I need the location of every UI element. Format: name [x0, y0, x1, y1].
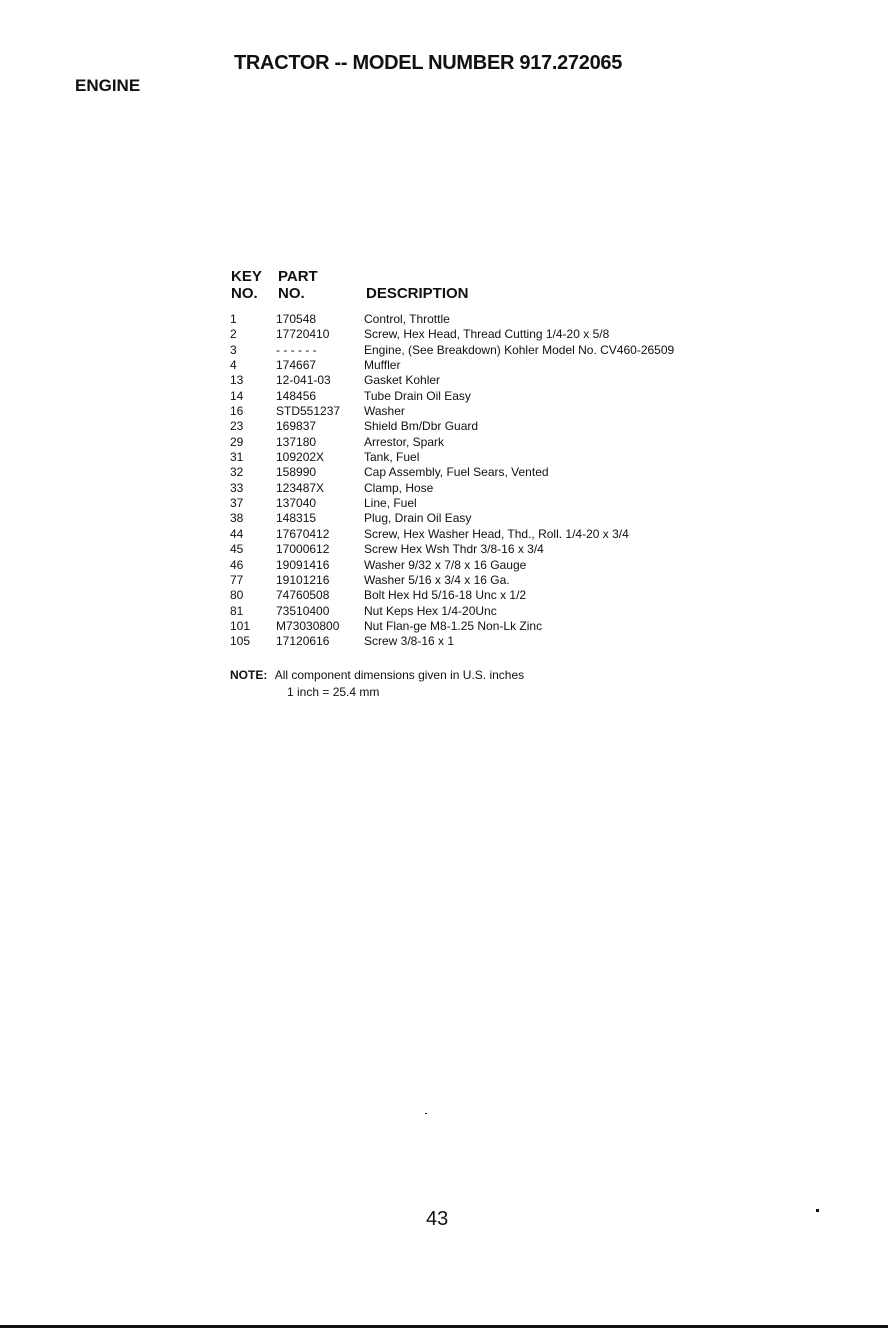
part-description: Clamp, Hose	[364, 480, 434, 495]
part-number: 169837	[276, 419, 317, 434]
key-number: 38	[230, 511, 244, 526]
table-row	[230, 619, 850, 634]
part-description: Tank, Fuel	[364, 450, 420, 465]
table-row	[230, 465, 850, 480]
part-number: 17670412	[276, 526, 330, 541]
part-description: Bolt Hex Hd 5/16-18 Unc x 1/2	[364, 588, 527, 603]
parts-list	[230, 312, 850, 650]
part-number: - - - - - -	[276, 342, 317, 357]
part-description: Screw Hex Wsh Thdr 3/8-16 x 3/4	[364, 542, 544, 557]
key-number: 14	[230, 388, 244, 403]
key-no-header-line1: KEY	[231, 268, 262, 285]
key-number: 81	[230, 603, 244, 618]
table-row	[230, 604, 850, 619]
page-title: TRACTOR -- MODEL NUMBER 917.272065	[234, 52, 623, 74]
key-number: 29	[230, 434, 244, 449]
part-number: 170548	[276, 312, 317, 326]
key-number: 23	[230, 419, 244, 434]
part-number: 148315	[276, 511, 317, 526]
key-number: 32	[230, 465, 244, 480]
key-number: 105	[230, 634, 251, 649]
part-description: Screw 3/8-16 x 1	[364, 634, 455, 649]
key-number: 1	[230, 312, 237, 326]
part-description: Washer	[364, 404, 405, 419]
table-row	[230, 496, 850, 511]
key-number: 37	[230, 496, 244, 511]
table-row	[230, 373, 850, 388]
key-no-header-line2: NO.	[231, 285, 258, 302]
table-row	[230, 358, 850, 373]
part-description: Control, Throttle	[364, 312, 450, 326]
table-row	[230, 511, 850, 526]
part-number: 73510400	[276, 603, 330, 618]
part-number: 158990	[276, 465, 317, 480]
key-number: 45	[230, 542, 244, 557]
table-row	[230, 588, 850, 603]
table-row	[230, 573, 850, 588]
part-number: 174667	[276, 358, 317, 373]
part-number: 148456	[276, 388, 317, 403]
part-description: Nut Keps Hex 1/4-20Unc	[364, 603, 497, 618]
table-row	[230, 527, 850, 542]
part-description: Engine, (See Breakdown) Kohler Model No. CV460-26509	[364, 342, 675, 357]
part-number: 12-041-03	[276, 373, 331, 388]
part-description: Muffler	[364, 358, 401, 373]
table-row	[230, 343, 850, 358]
part-number: 17720410	[276, 327, 330, 342]
table-row	[230, 634, 850, 649]
part-number: 17120616	[276, 634, 330, 649]
table-row	[230, 312, 850, 327]
key-number: 13	[230, 373, 244, 388]
key-number: 33	[230, 480, 244, 495]
key-number: 101	[230, 618, 251, 633]
part-number: 19091416	[276, 557, 330, 572]
table-row	[230, 481, 850, 496]
part-number: STD551237	[276, 404, 341, 419]
table-row	[230, 435, 850, 450]
part-description: Screw, Hex Head, Thread Cutting 1/4-20 x 5/8	[364, 327, 610, 342]
part-number: 17000612	[276, 542, 330, 557]
key-number: 80	[230, 588, 244, 603]
part-description: Cap Assembly, Fuel Sears, Vented	[364, 465, 549, 480]
part-number: 74760508	[276, 588, 330, 603]
part-description: Washer 9/32 x 7/8 x 16 Gauge	[364, 557, 527, 572]
note-conversion: 1 inch = 25.4 mm	[287, 685, 380, 699]
table-row	[230, 389, 850, 404]
key-number: 16	[230, 404, 244, 419]
key-number: 44	[230, 526, 244, 541]
key-number: 4	[230, 358, 237, 373]
part-description: Plug, Drain Oil Easy	[364, 511, 472, 526]
table-row	[230, 404, 850, 419]
scan-speck	[816, 1209, 819, 1212]
key-number: 3	[230, 342, 237, 357]
key-number: 46	[230, 557, 244, 572]
note-label: NOTE:	[230, 668, 268, 682]
table-row	[230, 558, 850, 573]
part-number: 137180	[276, 434, 317, 449]
part-description: Line, Fuel	[364, 496, 417, 511]
table-row	[230, 419, 850, 434]
key-number: 31	[230, 450, 244, 465]
key-number: 77	[230, 572, 244, 587]
description-header: DESCRIPTION	[366, 285, 469, 302]
part-number: M73030800	[276, 618, 340, 633]
part-description: Arrestor, Spark	[364, 434, 445, 449]
part-description: Gasket Kohler	[364, 373, 441, 388]
part-number: 109202X	[276, 450, 325, 465]
part-no-header-line2: NO.	[278, 285, 305, 302]
part-number: 123487X	[276, 480, 325, 495]
scan-speck	[425, 1113, 427, 1114]
dimensions-note	[230, 668, 525, 699]
table-row	[230, 542, 850, 557]
table-row	[230, 327, 850, 342]
part-description: Shield Bm/Dbr Guard	[364, 419, 479, 434]
key-number: 2	[230, 327, 237, 342]
part-description: Washer 5/16 x 3/4 x 16 Ga.	[364, 572, 510, 587]
part-description: Tube Drain Oil Easy	[364, 388, 471, 403]
part-description: Screw, Hex Washer Head, Thd., Roll. 1/4-20 x 3/4	[364, 526, 629, 541]
table-row	[230, 450, 850, 465]
part-no-header-line1: PART	[278, 268, 318, 285]
page-number: 43	[426, 1208, 449, 1230]
note-text: All component dimensions given in U.S. inches	[274, 668, 525, 682]
section-heading: ENGINE	[75, 76, 141, 95]
part-number: 19101216	[276, 572, 330, 587]
part-number: 137040	[276, 496, 317, 511]
part-description: Nut Flan-ge M8-1.25 Non-Lk Zinc	[364, 618, 543, 633]
